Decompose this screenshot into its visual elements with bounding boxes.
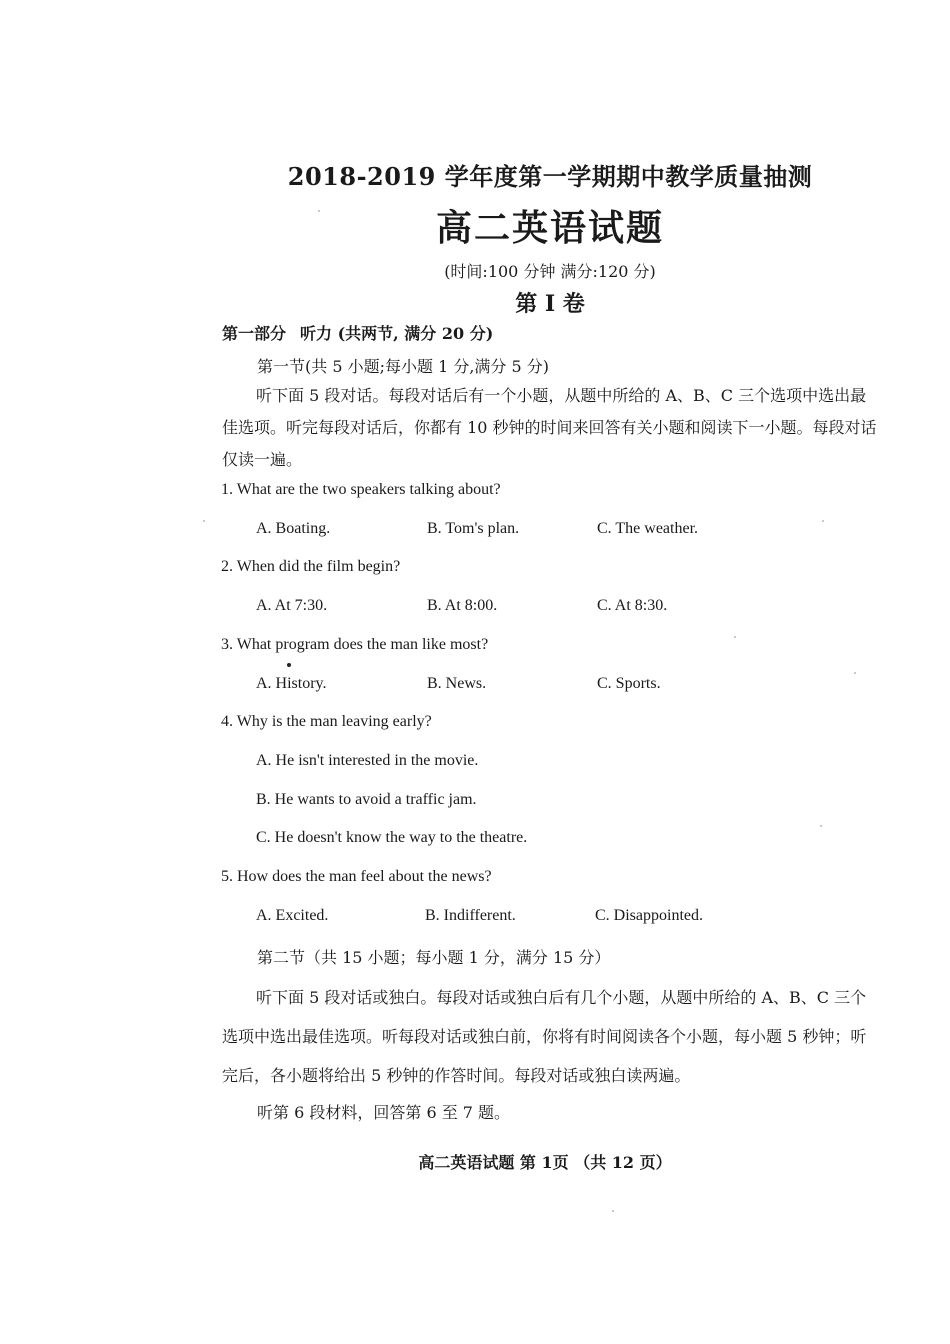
exam-time-score: (时间:100 分钟 满分:120 分) (444, 262, 656, 281)
question-5-option-a: A. Excited. (256, 907, 329, 924)
scan-speck (287, 663, 291, 667)
question-5-option-b: B. Indifferent. (425, 907, 516, 924)
scan-speck (854, 672, 856, 674)
scan-speck (820, 825, 822, 827)
question-4-option-a: A. He isn't interested in the movie. (256, 752, 479, 769)
section1-heading: 第一节(共 5 小题;每小题 1 分,满分 5 分) (257, 357, 550, 376)
question-3-option-c: C. Sports. (597, 675, 661, 692)
question-5: 5. How does the man feel about the news? (221, 868, 492, 885)
scan-speck (822, 520, 824, 522)
question-4-option-c: C. He doesn't know the way to the theatre. (256, 829, 528, 846)
exam-title: 2018-2019 学年度第一学期期中教学质量抽测 (287, 162, 813, 191)
question-1: 1. What are the two speakers talking about? (221, 481, 501, 498)
question-4-option-b: B. He wants to avoid a traffic jam. (256, 791, 477, 808)
question-2-option-a: A. At 7:30. (256, 597, 328, 614)
question-4: 4. Why is the man leaving early? (221, 713, 432, 730)
part-label: 第一部分 (222, 324, 287, 343)
scan-speck (203, 520, 205, 522)
section2-instructions-text: 听下面 5 段对话或独白。每段对话或独白后有几个小题，从题中所给的 A、B、C 三个选项中选出最佳选项。听每段对话或独白前，你将有时间阅读各个小题，每小题 5 秒钟；听完后，各小题将给出 5 秒钟的作答时间。每段对话或独白读两遍。 (222, 988, 867, 1085)
page-footer: 高二英语试题 第 1页 （共 12 页） (418, 1153, 672, 1172)
scan-speck (734, 636, 736, 638)
volume-label: 第 I 卷 (515, 291, 585, 317)
section2-instructions (222, 978, 878, 1095)
question-1-option-c: C. The weather. (597, 520, 699, 537)
section1-instructions-text: 听下面 5 段对话。每段对话后有一个小题，从题中所给的 A、B、C 三个选项中选出最佳选项。听完每段对话后，你都有 10 秒钟的时间来回答有关小题和阅读下一小题。每段对话仅读一遍。 (222, 386, 877, 469)
question-3: 3. What program does the man like most? (221, 636, 489, 653)
question-2: 2. When did the film begin? (221, 558, 401, 575)
scan-speck (318, 210, 320, 212)
question-2-option-b: B. At 8:00. (427, 597, 498, 614)
question-5-option-c: C. Disappointed. (595, 907, 703, 924)
question-1-option-b: B. Tom's plan. (427, 520, 520, 537)
part-heading (222, 321, 507, 344)
question-3-option-a: A. History. (256, 675, 327, 692)
material-note: 听第 6 段材料，回答第 6 至 7 题。 (257, 1103, 511, 1122)
question-3-option-b: B. News. (427, 675, 487, 692)
question-2-option-c: C. At 8:30. (597, 597, 668, 614)
section2-heading: 第二节（共 15 小题；每小题 1 分，满分 15 分） (257, 948, 611, 967)
part-name: 听力 (共两节, 满分 20 分) (300, 324, 494, 343)
section1-instructions (222, 380, 878, 476)
exam-subject-title: 高二英语试题 (435, 207, 664, 249)
question-1-option-a: A. Boating. (256, 520, 331, 537)
scan-speck (612, 1210, 614, 1212)
